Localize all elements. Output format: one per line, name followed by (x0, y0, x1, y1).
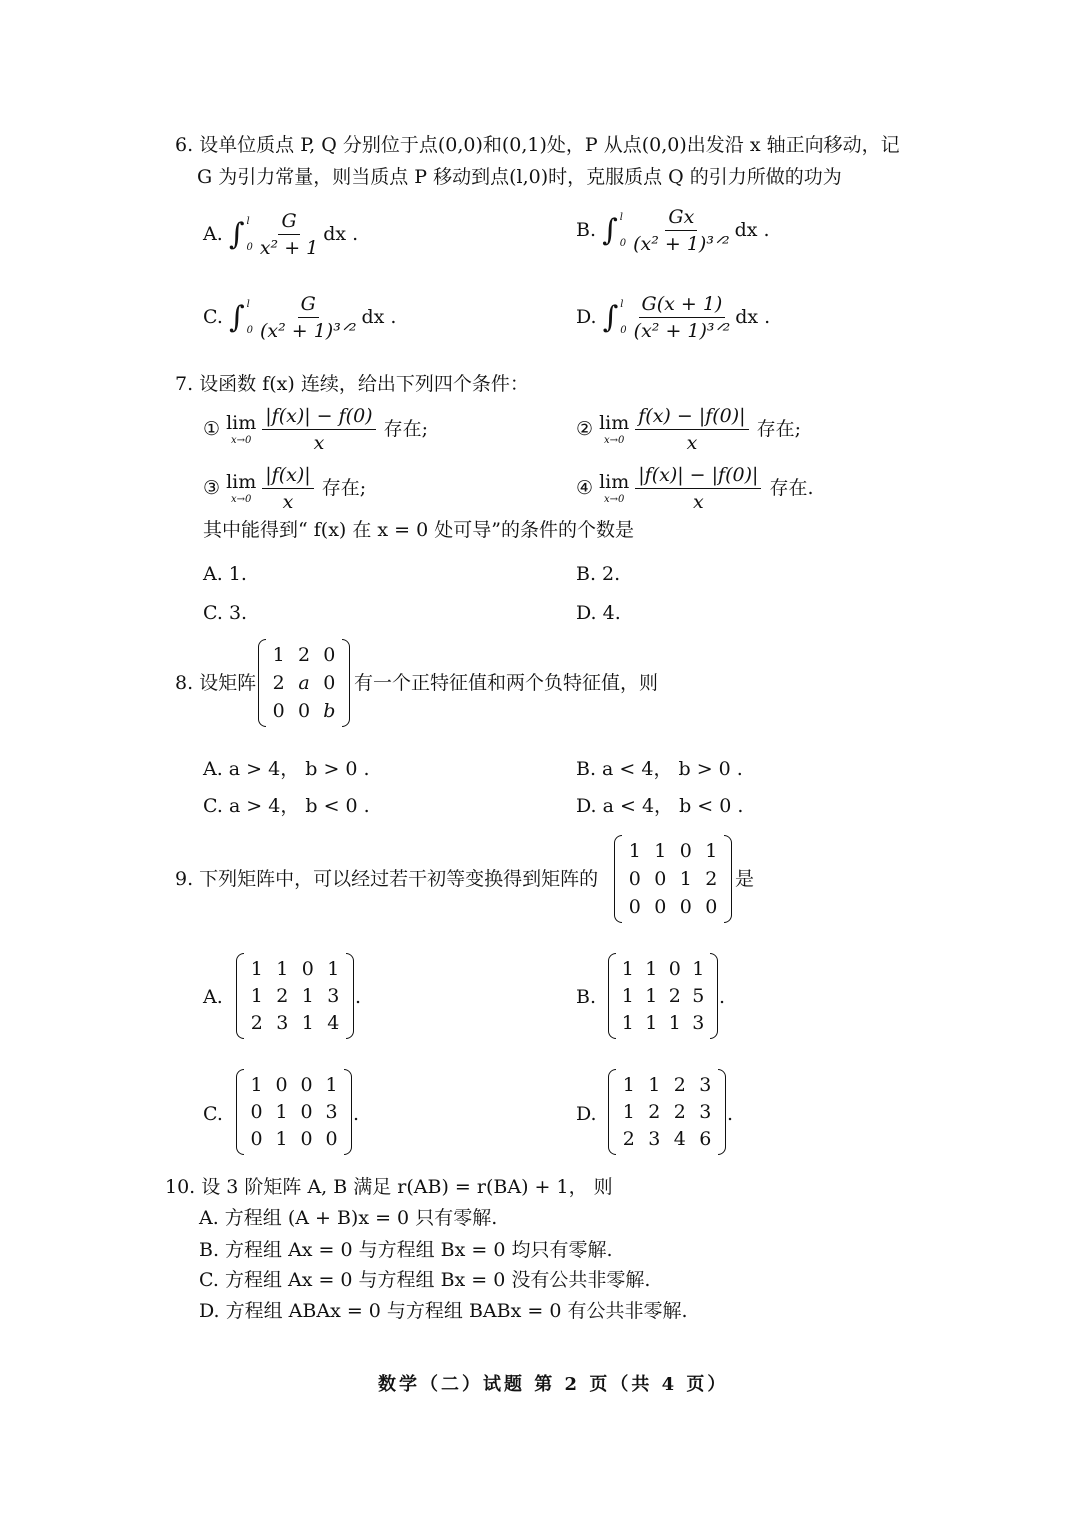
q9-option-a-label: A. (203, 986, 223, 1008)
matrix-cell: 1 (250, 1073, 263, 1096)
matrix-cell: 1 (645, 1012, 658, 1035)
matrix-cell: 1 (648, 1073, 661, 1096)
integral-sign: ∫ (228, 299, 245, 335)
q8-suffix: 有一个正特征值和两个负特征值，则 (354, 672, 659, 694)
matrix-cell: 0 (668, 957, 681, 980)
lim-label: lim (226, 471, 257, 494)
q8-option-b: B. a < 4， b > 0 . (576, 758, 743, 780)
q6-a-numerator: G (278, 210, 299, 235)
matrix-cell: 0 (705, 896, 718, 918)
matrix-cell: 2 (705, 868, 718, 890)
q6-option-d-label: D. (576, 305, 597, 328)
q7-c1-numerator: |f(x)| − f(0) (262, 405, 375, 430)
q6-c-numerator: G (298, 293, 319, 318)
matrix-cell: 0 (679, 840, 692, 862)
q7-option-a: A. 1. (203, 563, 247, 585)
integral-sign: ∫ (602, 212, 618, 248)
q9-option-a-matrix (236, 953, 354, 1039)
lim-sub: x→0 (230, 494, 252, 506)
integral-upper: l (246, 215, 250, 227)
lim-sub: x→0 (603, 435, 625, 447)
matrix-cell: 0 (250, 1128, 263, 1151)
q6-b-denominator: (x² + 1)³ᐟ² (633, 232, 730, 255)
q6-stem-line1: 6. 设单位质点 P, Q 分别位于点(0,0)和(0,1)处，P 从点(0,0)出发沿 x 轴正向移动，记 (175, 134, 900, 156)
q7-c1-denominator: x (313, 431, 325, 454)
q9-a-period: . (355, 986, 362, 1008)
integral-sign: ∫ (228, 216, 245, 252)
q9-c-period: . (353, 1103, 360, 1125)
matrix-cell: 2 (272, 672, 285, 694)
matrix-cell: 0 (301, 957, 314, 980)
matrix-cell: 2 (297, 644, 311, 666)
q7-option-b: B. 2. (576, 563, 621, 585)
matrix-cell: 2 (276, 984, 289, 1007)
matrix-cell: 0 (325, 1128, 338, 1151)
matrix-cell: 1 (622, 1073, 635, 1096)
q8-option-c: C. a > 4， b < 0 . (203, 795, 370, 817)
left-paren (614, 835, 622, 923)
matrix-cell: 1 (645, 957, 658, 980)
q10-option-b: B. 方程组 Ax = 0 与方程组 Bx = 0 均只有零解. (199, 1239, 613, 1261)
matrix-cell: 1 (621, 984, 634, 1007)
q6-option-b (576, 206, 770, 256)
q9-target-grid (622, 837, 724, 921)
q7-question: 其中能得到“ f(x) 在 x = 0 处可导”的条件的个数是 (203, 519, 634, 541)
matrix-cell: 3 (648, 1128, 661, 1151)
q7-c2-numerator: f(x) − |f(0)| (635, 405, 748, 430)
matrix-cell: 1 (668, 1012, 681, 1035)
matrix-cell: 2 (250, 1012, 263, 1035)
q6-option-a (203, 210, 358, 260)
matrix-cell: 0 (628, 896, 641, 918)
left-paren (608, 1069, 616, 1155)
left-paren (258, 639, 266, 727)
matrix-cell: 0 (300, 1128, 313, 1151)
q7-option-d: D. 4. (576, 602, 621, 624)
q8-prefix: 8. 设矩阵 (175, 672, 257, 694)
q10-option-d: D. 方程组 ABAx = 0 与方程组 BABx = 0 有公共非零解. (199, 1300, 688, 1322)
integral-lower: 0 (246, 324, 253, 336)
matrix-cell: 2 (673, 1073, 686, 1096)
right-paren (724, 835, 732, 923)
q6-c-denominator: (x² + 1)³ᐟ² (259, 319, 357, 342)
q9-option-d-label: D. (576, 1103, 597, 1125)
lim-label: lim (226, 412, 257, 435)
matrix-cell: 0 (654, 896, 667, 918)
q7-stem: 7. 设函数 f(x) 连续，给出下列四个条件： (175, 373, 529, 395)
matrix-cell: 1 (276, 957, 289, 980)
q6-b-numerator: Gx (665, 206, 697, 231)
matrix-cell: 1 (692, 957, 705, 980)
lim-sub: x→0 (603, 494, 625, 506)
left-paren (236, 1069, 244, 1155)
matrix-cell: 1 (301, 1012, 314, 1035)
q6-option-a-label: A. (203, 222, 223, 245)
matrix-cell: a (298, 672, 310, 694)
matrix-cell: 2 (648, 1100, 661, 1123)
matrix-cell: 2 (622, 1128, 635, 1151)
q7-mark-4: ④ (576, 476, 594, 499)
q8-option-a: A. a > 4， b > 0 . (203, 758, 370, 780)
integral-upper: l (619, 211, 623, 223)
q7-option-c: C. 3. (203, 602, 248, 624)
q6-d-denominator: (x² + 1)³ᐟ² (633, 319, 731, 342)
q7-condition-4 (576, 464, 813, 514)
matrix-cell: 1 (301, 984, 314, 1007)
matrix-cell: 1 (621, 1012, 634, 1035)
q6-option-c-label: C. (203, 305, 223, 328)
matrix-cell: 3 (692, 1012, 705, 1035)
matrix-cell: 5 (692, 984, 705, 1007)
integral-sign: ∫ (602, 299, 619, 335)
q8-matrix-grid (266, 641, 342, 725)
page-footer: 数学（二）试题 第 2 页（共 4 页） (378, 1374, 729, 1395)
matrix-cell: 1 (325, 1073, 338, 1096)
matrix-cell: 6 (699, 1128, 712, 1151)
right-paren (710, 953, 718, 1039)
right-paren (346, 953, 354, 1039)
matrix-cell: 4 (673, 1128, 686, 1151)
matrix-cell: 1 (327, 957, 340, 980)
q7-c2-denominator: x (686, 431, 698, 454)
q7-c3-numerator: |f(x)| (262, 464, 313, 489)
matrix-cell: 1 (272, 644, 285, 666)
matrix-cell: 1 (654, 840, 667, 862)
matrix-cell: 3 (699, 1100, 712, 1123)
matrix-cell: 0 (250, 1100, 263, 1123)
matrix-cell: 3 (699, 1073, 712, 1096)
q9-d-period: . (727, 1103, 734, 1125)
q9-option-b-label: B. (576, 986, 597, 1008)
matrix-cell: 1 (250, 957, 263, 980)
q10-stem: 10. 设 3 阶矩阵 A, B 满足 r(AB) = r(BA) + 1， 则 (165, 1176, 613, 1198)
matrix-cell: 1 (275, 1128, 288, 1151)
q9-prefix: 9. 下列矩阵中，可以经过若干初等变换得到矩阵的 (175, 868, 599, 890)
matrix-cell: 3 (327, 984, 340, 1007)
left-paren (236, 953, 244, 1039)
matrix-cell: 0 (300, 1073, 313, 1096)
q7-c4-tail: 存在. (769, 476, 814, 499)
q10-option-a: A. 方程组 (A + B)x = 0 只有零解. (199, 1207, 498, 1229)
q7-condition-3 (203, 464, 366, 514)
lim-label: lim (599, 412, 630, 435)
q7-c3-denominator: x (282, 490, 294, 513)
matrix-cell: 0 (628, 868, 641, 890)
matrix-cell: 0 (272, 700, 285, 722)
q6-c-dx: dx . (361, 305, 397, 328)
matrix-cell: 1 (679, 868, 692, 890)
q9-option-c-matrix (236, 1069, 352, 1155)
matrix-cell: 1 (275, 1100, 288, 1123)
q7-c3-tail: 存在; (321, 476, 367, 499)
matrix-cell: 1 (705, 840, 718, 862)
q7-c1-tail: 存在; (383, 417, 429, 440)
q9-option-b-matrix (608, 953, 718, 1039)
matrix-cell: 0 (297, 700, 311, 722)
q9-b-period: . (719, 986, 726, 1008)
q10-option-c: C. 方程组 Ax = 0 与方程组 Bx = 0 没有公共非零解. (199, 1269, 651, 1291)
lim-label: lim (599, 471, 630, 494)
q6-option-b-label: B. (576, 218, 597, 241)
q9-option-d-matrix (608, 1069, 726, 1155)
q9-suffix: 是 (735, 868, 755, 890)
matrix-cell: 2 (673, 1100, 686, 1123)
matrix-cell: 0 (323, 672, 336, 694)
matrix-cell: 3 (325, 1100, 338, 1123)
matrix-cell: 0 (679, 896, 692, 918)
q6-b-dx: dx . (734, 218, 770, 241)
q6-option-c (203, 293, 396, 343)
integral-upper: l (246, 298, 250, 310)
q7-mark-3: ③ (203, 476, 221, 499)
q6-d-dx: dx . (735, 305, 771, 328)
q8-matrix (258, 639, 350, 727)
matrix-cell: 0 (323, 644, 336, 666)
matrix-cell: 0 (300, 1100, 313, 1123)
matrix-cell: 1 (645, 984, 658, 1007)
q6-option-d (576, 293, 770, 343)
matrix-cell: 1 (622, 1100, 635, 1123)
q9-d-grid (616, 1071, 718, 1153)
left-paren (608, 953, 616, 1039)
matrix-cell: 4 (327, 1012, 340, 1035)
matrix-cell: 1 (621, 957, 634, 980)
q9-target-matrix (614, 835, 732, 923)
q7-c2-tail: 存在; (756, 417, 802, 440)
q7-condition-1 (203, 405, 428, 455)
q9-c-grid (244, 1071, 344, 1153)
right-paren (342, 639, 350, 727)
matrix-cell: 1 (628, 840, 641, 862)
q9-option-c-label: C. (203, 1103, 223, 1125)
matrix-cell: b (323, 700, 336, 722)
integral-lower: 0 (620, 324, 627, 336)
right-paren (344, 1069, 352, 1155)
integral-lower: 0 (246, 241, 253, 253)
q7-condition-2 (576, 405, 801, 455)
matrix-cell: 1 (250, 984, 263, 1007)
q6-stem-line2: G 为引力常量，则当质点 P 移动到点(l,0)时，克服质点 Q 的引力所做的功为 (197, 166, 842, 188)
q9-b-grid (616, 955, 710, 1037)
q8-option-d: D. a < 4， b < 0 . (576, 795, 744, 817)
matrix-cell: 0 (275, 1073, 288, 1096)
lim-sub: x→0 (230, 435, 252, 447)
q6-a-denominator: x² + 1 (259, 236, 319, 259)
integral-lower: 0 (619, 237, 627, 249)
right-paren (718, 1069, 726, 1155)
q7-mark-1: ① (203, 417, 221, 440)
q9-a-grid (244, 955, 346, 1037)
q6-d-numerator: G(x + 1) (639, 293, 726, 318)
q7-c4-numerator: |f(x)| − |f(0)| (635, 464, 761, 489)
q6-a-dx: dx . (323, 222, 359, 245)
matrix-cell: 2 (668, 984, 681, 1007)
integral-upper: l (620, 298, 624, 310)
matrix-cell: 0 (654, 868, 667, 890)
matrix-cell: 3 (276, 1012, 289, 1035)
q7-c4-denominator: x (692, 490, 704, 513)
q7-mark-2: ② (576, 417, 594, 440)
